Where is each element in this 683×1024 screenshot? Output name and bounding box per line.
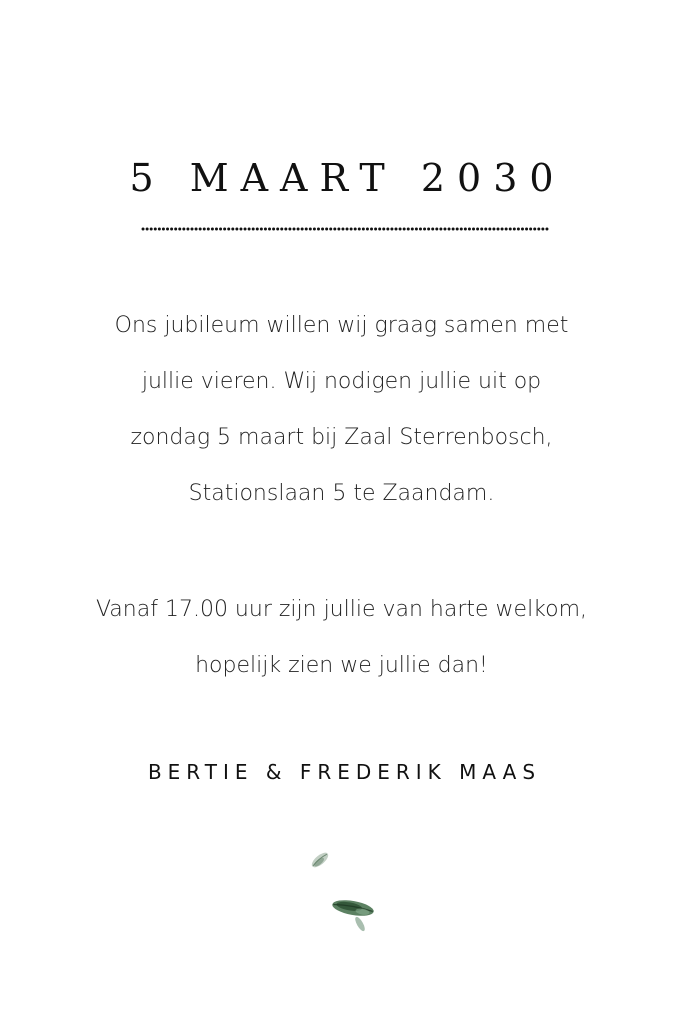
- welcome-paragraph: [60, 582, 623, 694]
- paragraph-line: jullie vieren. Wij nodigen jullie uit op: [141, 369, 542, 394]
- watercolor-leaf-icon: [300, 840, 390, 940]
- event-date-heading: 5 MAART 2030: [129, 156, 566, 200]
- paragraph-line: zondag 5 maart bij Zaal Sterrenbosch,: [130, 425, 553, 450]
- paragraph-line: Ons jubileum willen wij graag samen met: [114, 313, 569, 338]
- paragraph-line: Stationslaan 5 te Zaandam.: [188, 481, 495, 506]
- invitation-paragraph: [60, 298, 623, 522]
- paragraph-line: hopelijk zien we jullie dan!: [195, 653, 488, 678]
- dotted-divider: [141, 224, 549, 234]
- paragraph-line: Vanaf 17.00 uur zijn jullie van harte welkom,: [95, 597, 588, 622]
- host-names: BERTIE & FREDERIK MAAS: [147, 760, 542, 784]
